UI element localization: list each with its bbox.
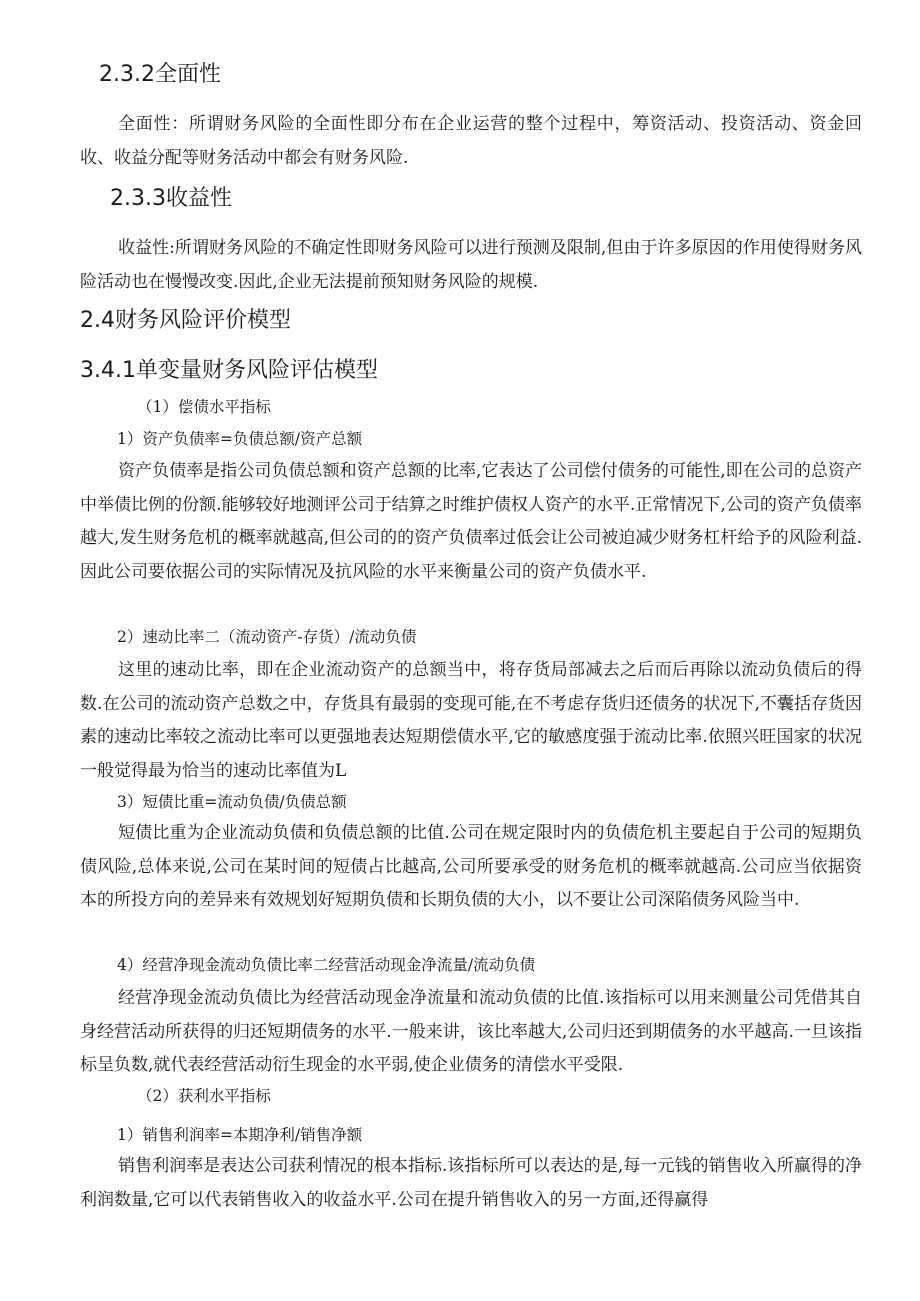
paragraph-comprehensiveness: 全面性：所谓财务风险的全面性即分布在企业运营的整个过程中，筹资活动、投资活动、资金回收、收益分配等财务活动中都会有财务风险.	[80, 114, 862, 168]
short-debt-ratio-formula: 3）短债比重=流动负债/负债总额	[117, 793, 347, 811]
debt-ratio-paragraph: 资产负债率是指公司负债总额和资产总额的比率,它表达了公司偿付债务的可能性,即在公司的总资产中举债比例的份额.能够较好地测评公司于结算之时维护债权人资产的水平.正常情况下,公司的资产负债率越大,发生财务危机的概率就越高,但公司的的资产负债率过低会让公司被迫减少财务杠杆给予的风险利益.因此公司要依据公司的实际情况及抗风险的水平来衡量公司的资产负债水平.	[80, 461, 862, 582]
sales-margin-paragraph: 销售利润率是表达公司获利情况的根本指标.该指标所可以表达的是,每一元钱的销售收入所赢得的净利润数量,它可以代表销售收入的收益水平.公司在提升销售收入的另一方面,还得赢得	[80, 1156, 862, 1210]
heading-2-3-3: 2.3.3收益性	[110, 186, 232, 211]
profit-indicators-title: （2）获利水平指标	[137, 1087, 271, 1105]
quick-ratio-paragraph: 这里的速动比率，即在企业流动资产的总额当中，将存货局部减去之后而后再除以流动负债后的得数.在公司的流动资产总数之中，存货具有最弱的变现可能,在不考虑存货归还债务的状况下,不囊括存货因素的速动比率较之流动比率可以更强地表达短期偿债水平,它的敏感度强于流动比率.依照兴旺国家的状况一般觉得最为恰当的速动比率值为L	[80, 660, 862, 781]
heading-2-4: 2.4财务风险评价模型	[80, 308, 291, 333]
cash-flow-ratio-paragraph: 经营净现金流动负债比为经营活动现金净流量和流动负债的比值.该指标可以用来测量公司凭借其自身经营活动所获得的归还短期债务的水平.一般来讲，该比率越大,公司归还到期债务的水平越高.一旦该指标呈负数,就代表经营活动衍生现金的水平弱,使企业债务的清偿水平受限.	[80, 988, 862, 1075]
debt-indicators-title: （1）偿债水平指标	[137, 398, 271, 416]
quick-ratio-formula: 2）速动比率二（流动资产-存货）/流动负债	[117, 628, 417, 646]
debt-ratio-formula: 1）资产负债率=负债总额/资产总额	[117, 430, 363, 448]
cash-flow-ratio-formula: 4）经营净现金流动负债比率二经营活动现金净流量/流动负债	[117, 956, 536, 974]
heading-3-4-1: 3.4.1单变量财务风险评估模型	[80, 358, 378, 383]
paragraph-profitability: 收益性:所谓财务风险的不确定性即财务风险可以进行预测及限制,但由于许多原因的作用使得财务风险活动也在慢慢改变.因此,企业无法提前预知财务风险的规模.	[80, 238, 862, 292]
short-debt-ratio-paragraph: 短债比重为企业流动负债和负债总额的比值.公司在规定限时内的负债危机主要起自于公司的短期负债风险,总体来说,公司在某时间的短债占比越高,公司所要承受的财务危机的概率就越高.公司应当依据资本的所投方向的差异来有效规划好短期负债和长期负债的大小，以不要让公司深陷债务风险当中.	[80, 823, 862, 910]
heading-2-3-2: 2.3.2全面性	[99, 62, 221, 87]
sales-margin-formula: 1）销售利润率=本期净利/销售净额	[117, 1126, 363, 1144]
